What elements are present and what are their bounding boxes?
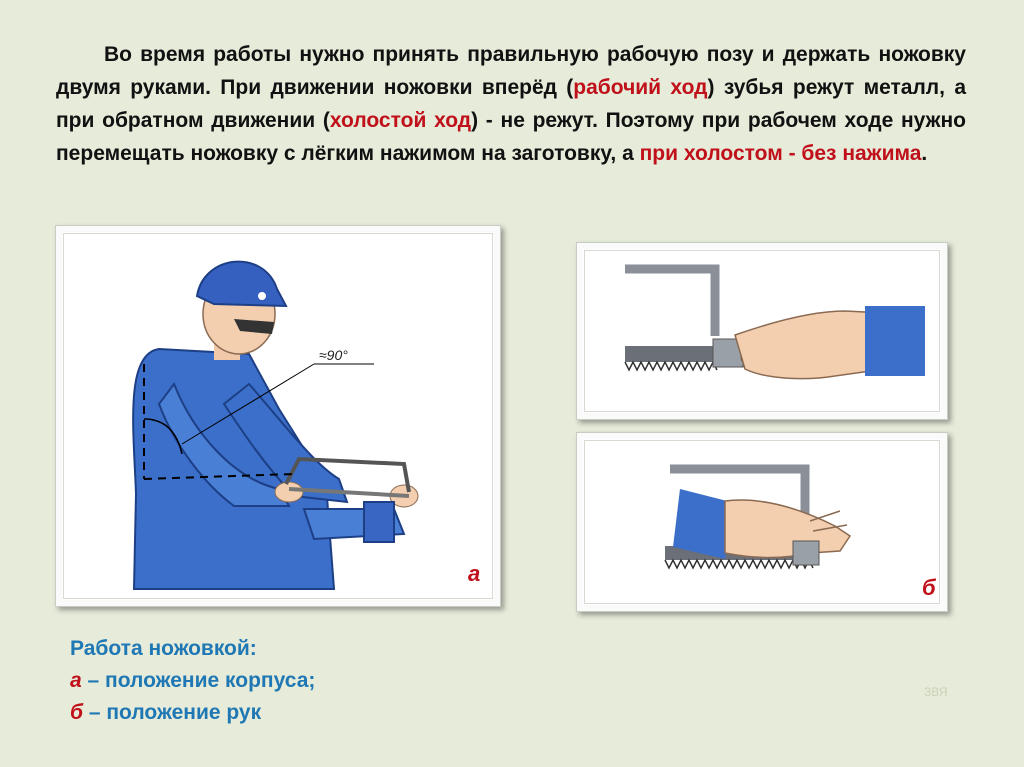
figure-a-label: а	[468, 561, 481, 586]
worker-posture-illustration	[64, 234, 494, 600]
watermark: ЗВЯ	[924, 685, 948, 699]
instruction-paragraph	[56, 38, 966, 170]
highlight-no-pressure: при холостом - без нажима	[639, 142, 922, 165]
figure-caption	[70, 633, 315, 729]
caption-letter-b: б	[70, 701, 84, 724]
angle-label: ≈90°	[319, 347, 348, 363]
text-part: ) зубья режут металл, а при обратном движении (	[56, 76, 967, 132]
highlight-idle-stroke: холостой ход	[329, 109, 472, 132]
caption-letter-a: а	[70, 669, 82, 692]
figure-b-bottom-frame	[576, 432, 948, 612]
text-part: ) - не режут. Поэтому при рабочем ходе нужно перемещать ножовку с лёгким нажимом на заготовку, а	[56, 109, 966, 165]
hand-on-frame-illustration	[585, 441, 941, 605]
caption-line-a	[70, 665, 315, 697]
figure-a-frame	[55, 225, 501, 607]
caption-text-b: – положение рук	[83, 701, 262, 724]
figure-b-top-frame	[576, 242, 948, 420]
text-part: Во время работы нужно принять правильную рабочую позу и держать ножовку двумя руками. При движении ножовки вперёд (	[56, 43, 966, 99]
caption-text-a: – положение корпуса;	[81, 669, 316, 692]
text-part: .	[921, 142, 928, 165]
hand-on-handle-illustration	[585, 251, 941, 413]
caption-title: Работа ножовкой:	[70, 637, 257, 660]
figure-b-label: б	[922, 575, 936, 600]
caption-line-b	[70, 697, 315, 729]
highlight-working-stroke: рабочий ход	[573, 76, 708, 99]
